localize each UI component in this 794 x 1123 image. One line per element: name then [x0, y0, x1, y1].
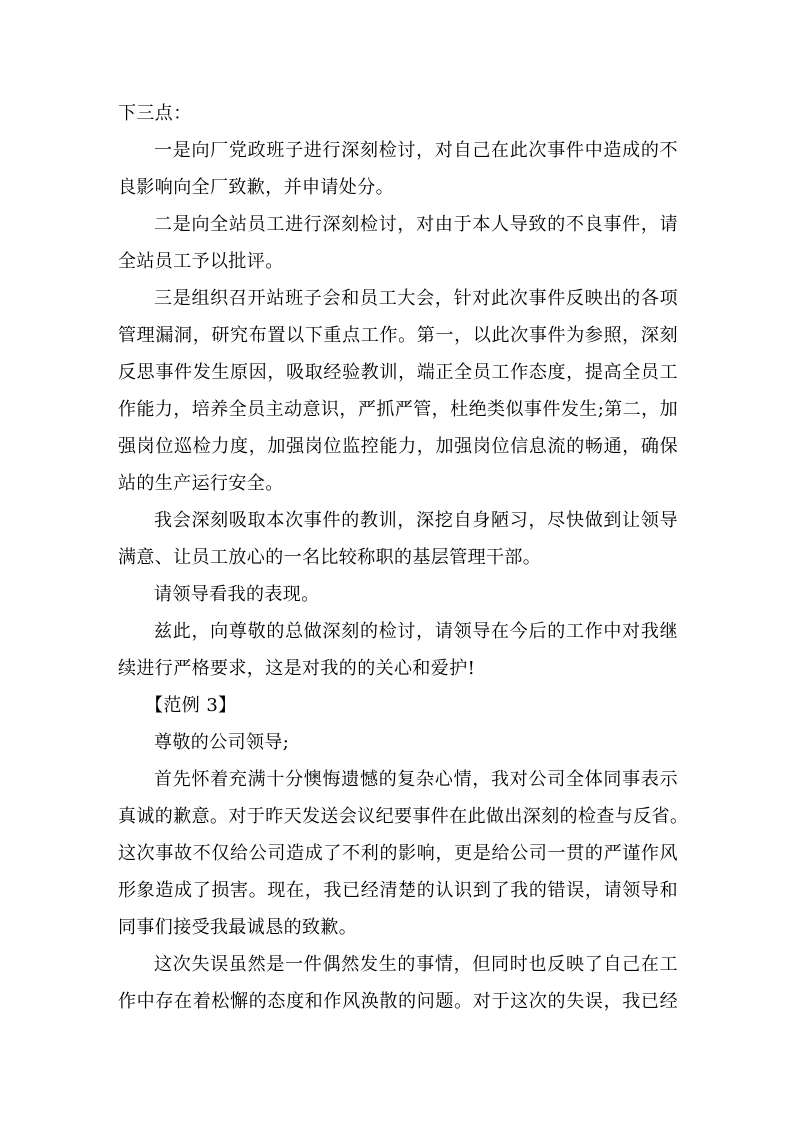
line-apology-end: 同事们接受我最诚恳的致歉。: [118, 917, 358, 938]
line-point-three-end: 站的生产运行安全。: [118, 473, 284, 494]
line-point-three-start: 三是组织召开站班子会和员工大会，针对此次事件反映出的各项: [154, 288, 678, 309]
line-point-three-continued: 强岗位巡检力度，加强岗位监控能力，加强岗位信息流的畅通，确保: [118, 436, 678, 457]
line-request: 请领导看我的表现。: [154, 584, 320, 605]
line-commitment-start: 我会深刻吸取本次事件的教训，深挖自身陋习，尽快做到让领导: [154, 510, 678, 531]
line-apology-start: 首先怀着充满十分懊悔遗憾的复杂心情，我对公司全体同事表示: [154, 769, 678, 790]
line-point-three-continued: 反思事件发生原因，吸取经验教训，端正全员工作态度，提高全员工: [118, 362, 678, 383]
example-heading: 【范例 3】: [145, 695, 237, 716]
line-point-one-start: 一是向厂党政班子进行深刻检讨，对自己在此次事件中造成的不: [154, 140, 678, 161]
line-intro-continuation: 下三点：: [118, 103, 192, 124]
line-point-two-end: 全站员工予以批评。: [118, 251, 284, 272]
line-reflection-continued: 作中存在着松懈的态度和作风涣散的问题。对于这次的失误，我已经: [118, 991, 678, 1012]
line-reflection-start: 这次失误虽然是一件偶然发生的事情，但同时也反映了自己在工: [154, 954, 678, 975]
line-closing-end: 续进行严格要求，这是对我的的关心和爱护!: [118, 658, 476, 679]
line-apology-continued: 形象造成了损害。现在，我已经清楚的认识到了我的错误，请领导和: [118, 880, 678, 901]
line-point-three-continued: 管理漏洞，研究布置以下重点工作。第一，以此次事件为参照，深刻: [118, 325, 678, 346]
line-point-three-continued: 作能力，培养全员主动意识，严抓严管，杜绝类似事件发生;第二，加: [118, 399, 678, 420]
line-closing-start: 兹此，向尊敬的总做深刻的检讨，请领导在今后的工作中对我继: [154, 621, 678, 642]
document-body: [118, 95, 689, 1020]
line-point-two-start: 二是向全站员工进行深刻检讨，对由于本人导致的不良事件，请: [154, 214, 678, 235]
letter-salutation: 尊敬的公司领导;: [154, 732, 290, 753]
line-apology-continued: 这次事故不仅给公司造成了不利的影响，更是给公司一贯的严谨作风: [118, 843, 678, 864]
line-commitment-end: 满意、让员工放心的一名比较称职的基层管理干部。: [118, 547, 542, 568]
line-apology-continued: 真诚的歉意。对于昨天发送会议纪要事件在此做出深刻的检查与反省。: [118, 806, 689, 827]
line-point-one-end: 良影响向全厂致歉，并申请处分。: [118, 177, 394, 198]
